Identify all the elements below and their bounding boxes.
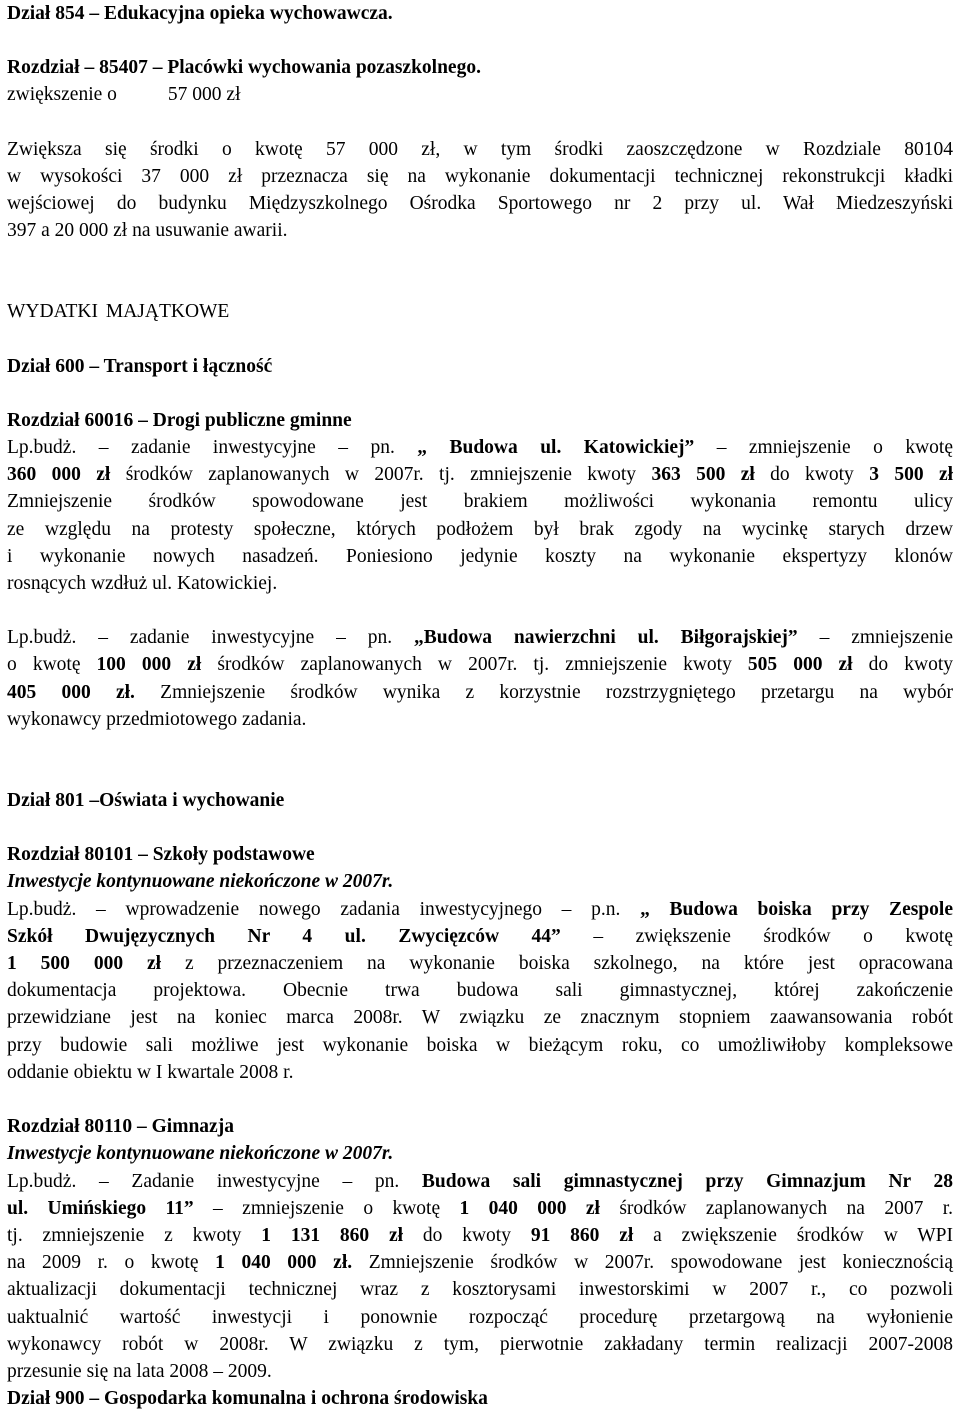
section-801-title: Dział 801 –Oświata i wychowanie — [7, 790, 285, 812]
capital-expenditure-heading: WYDATKI MAJĄTKOWE — [7, 301, 230, 323]
chapter-60016-title: Rozdział 60016 – Drogi publiczne gminne — [7, 409, 352, 431]
item-line: przewidziane jest na koniec marca 2008r. W związku ze znacznym stopniem zaawansowania robót — [7, 1007, 953, 1029]
chapter-80101-title: Rozdział 80101 – Szkoły podstawowe — [7, 844, 315, 866]
investments-subheading: Inwestycje kontynuowane niekończone w 2007r. — [7, 871, 394, 893]
paragraph-line: 397 a 20 000 zł na usuwanie awarii. — [7, 220, 288, 242]
chapter-80110-title: Rozdział 80110 – Gimnazja — [7, 1116, 234, 1138]
change-label: zwiększenie o — [7, 84, 117, 106]
item-line: Lp.budż. – zadanie inwestycyjne – pn. „ Budowa ul. Katowickiej” – zmniejszenie o kwotę — [7, 437, 953, 459]
item-line: tj. zmniejszenie z kwoty 1 131 860 zł do kwoty 91 860 zł a zwiększenie środków w WPI — [7, 1224, 954, 1246]
item-line: Szkół Dwujęzycznych Nr 4 ul. Zwycięzców 44” – zwiększenie środków o kwotę — [7, 925, 953, 947]
change-line — [7, 81, 953, 108]
item-line: Lp.budż. – zadanie inwestycyjne – pn. „Budowa nawierzchni ul. Biłgorajskiej” – zmniejszenie — [7, 627, 953, 649]
paragraph-line: w wysokości 37 000 zł przeznacza się na wykonanie dokumentacji technicznej rekonstrukcji kładki — [7, 165, 953, 187]
item-line: Lp.budż. – Zadanie inwestycyjne – pn. Budowa sali gimnastycznej przy Gimnazjum Nr 28 — [7, 1170, 954, 1192]
item-line: dokumentacja projektowa. Obecnie trwa budowa sali gimnastycznej, której zakończenie — [7, 980, 953, 1002]
item-line: i wykonanie nowych nasadzeń. Poniesiono jedynie koszty na wykonanie ekspertyzy klonów — [7, 545, 953, 567]
item-line: ze względu na protesty społeczne, których podłożem był brak zgody na wycinkę starych drzew — [7, 518, 953, 540]
investments-subheading: Inwestycje kontynuowane niekończone w 2007r. — [7, 1143, 394, 1165]
item-line: wykonawcy robót w 2008r. W związku z tym, pierwotnie zakładany termin realizacji 2007-2008 — [7, 1333, 953, 1355]
item-line: przesunie się na lata 2008 – 2009. — [7, 1360, 272, 1382]
item-line: 405 000 zł. Zmniejszenie środków wynika z korzystnie rozstrzygniętego przetargu na wybór — [7, 681, 953, 703]
item-line: rosnących wzdłuż ul. Katowickiej. — [7, 573, 278, 595]
item-line: aktualizacji dokumentacji technicznej wraz z kosztorysami inwestorskimi w 2007 r., co pozwoli — [7, 1279, 953, 1301]
item-line: ul. Umińskiego 11” – zmniejszenie o kwotę 1 040 000 zł środków zaplanowanych na 2007 r. — [7, 1197, 953, 1219]
paragraph-line: Zwiększa się środki o kwotę 57 000 zł, w tym środki zaoszczędzone w Rozdziale 80104 — [7, 138, 953, 160]
item-line: przy budowie sali możliwe jest wykonanie boiska w bieżącym roku, co umożliwiłoby kompleksowe — [7, 1034, 953, 1056]
item-line: Zmniejszenie środków spowodowane jest brakiem możliwości wykonania remontu ulicy — [7, 491, 953, 513]
item-line: oddanie obiektu w I kwartale 2008 r. — [7, 1061, 294, 1083]
paragraph-line: wejściowej do budynku Międzyszkolnego Ośrodka Sportowego nr 2 przy ul. Wał Miedzeszyński — [7, 193, 953, 215]
item-line: o kwotę 100 000 zł środków zaplanowanych w 2007r. tj. zmniejszenie kwoty 505 000 zł do kwoty — [7, 654, 953, 676]
item-line: uaktualnić wartość inwestycji i ponownie rozpocząć procedurę przetargową na wyłonienie — [7, 1306, 953, 1328]
item-line: wykonawcy przedmiotowego zadania. — [7, 708, 307, 730]
section-600-title: Dział 600 – Transport i łączność — [7, 355, 273, 377]
section-854-title: Dział 854 – Edukacyjna opieka wychowawcza. — [7, 3, 393, 24]
section-900-title: Dział 900 – Gospodarka komunalna i ochrona środowiska — [7, 1388, 488, 1410]
item-line: 1 500 000 zł z przeznaczeniem na wykonanie boiska szkolnego, na które jest opracowana — [7, 953, 954, 975]
change-value: 57 000 zł — [167, 84, 241, 106]
item-line: 360 000 zł środków zaplanowanych w 2007r. tj. zmniejszenie kwoty 363 500 zł do kwoty 3 500 zł — [7, 464, 954, 486]
item-line: na 2009 r. o kwotę 1 040 000 zł. Zmniejszenie środków w 2007r. spowodowane jest koniecznością — [7, 1252, 953, 1274]
item-line: Lp.budż. – wprowadzenie nowego zadania inwestycyjnego – p.n. „ Budowa boiska przy Zespole — [7, 898, 953, 920]
chapter-85407-title: Rozdział – 85407 – Placówki wychowania pozaszkolnego. — [7, 57, 481, 79]
